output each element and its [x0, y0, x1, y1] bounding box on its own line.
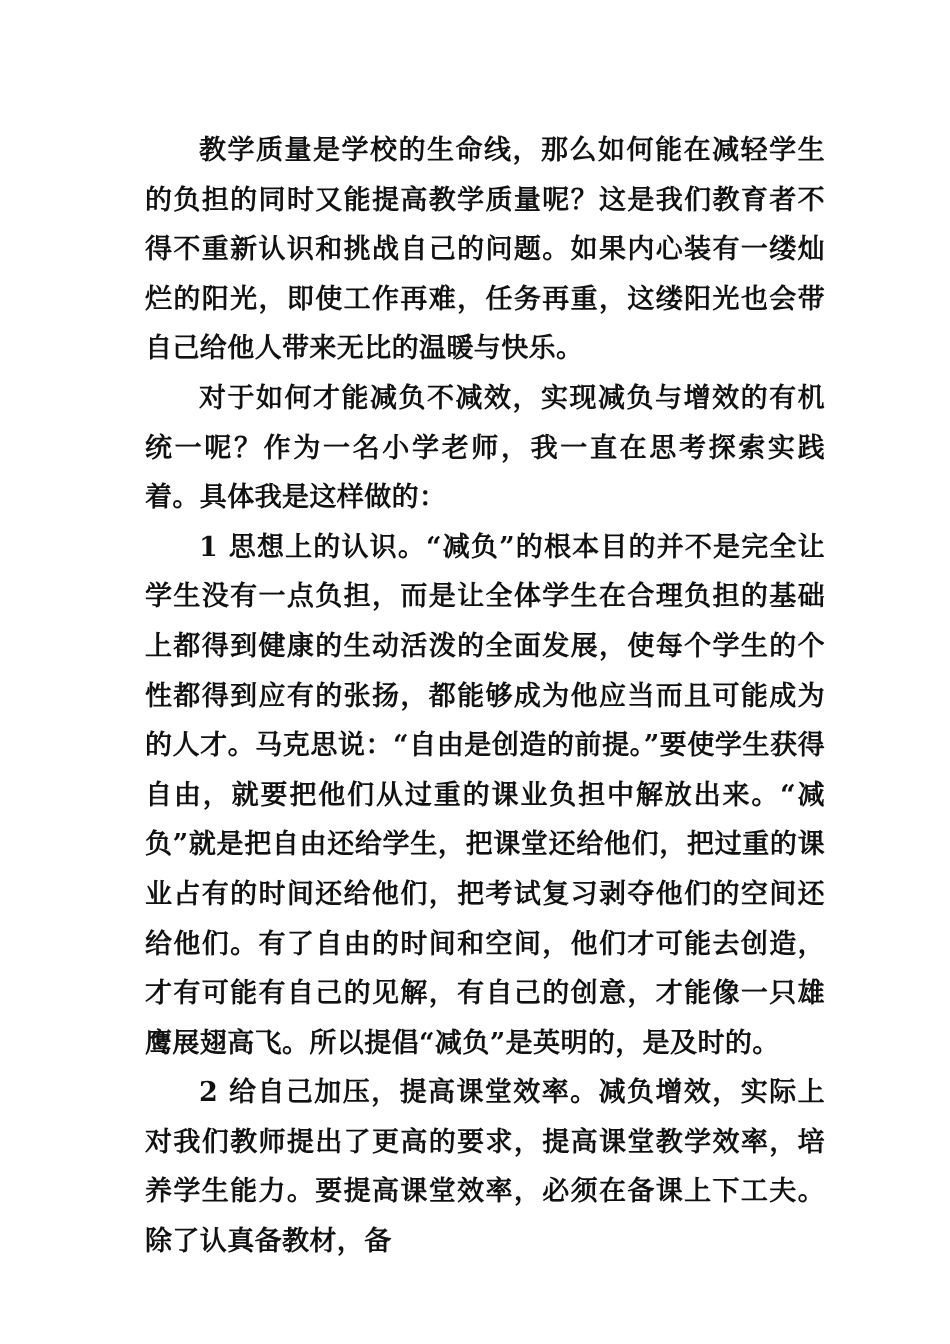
paragraph-4: 2 给自己加压，提高课堂效率。减负增效，实际上对我们教师提出了更高的要求，提高课堂教学效率，培养学生能力。要提高课堂效率，必须在备课上下工夫。除了认真备教材，备 [145, 1077, 825, 1258]
paragraph-2: 对于如何才能减负不减效，实现减负与增效的有机统一呢？作为一名小学老师，我一直在思考探索实践着。具体我是这样做的： [145, 382, 825, 514]
paragraph-3: 1 思想上的认识。“减负”的根本目的并不是完全让学生没有一点负担，而是让全体学生在合理负担的基础上都得到健康的生动活泼的全面发展，使每个学生的个性都得到应有的张扬，都能够成为他应当而且可能成为的人才。马克思说：“自由是创造的前提。”要使学生获得自由，就要把他们从过重的课业负担中解放出来。“减负”就是把自由还给学生，把课堂还给他们，把过重的课业占有的时间还给他们，把考试复习剥夺他们的空间还给他们。有了自由的时间和空间，他们才可能去创造，才有可能有自己的见解，有自己的创意，才能像一只雄鹰展翅高飞。所以提倡“减负”是英明的，是及时的。 [145, 531, 825, 1059]
paragraph-1: 教学质量是学校的生命线，那么如何能在减轻学生的负担的同时又能提高教学质量呢？这是我们教育者不得不重新认识和挑战自己的问题。如果内心装有一缕灿烂的阳光，即使工作再难，任务再重，这缕阳光也会带自己给他人带来无比的温暖与快乐。 [145, 135, 825, 365]
document-body [145, 126, 825, 1267]
